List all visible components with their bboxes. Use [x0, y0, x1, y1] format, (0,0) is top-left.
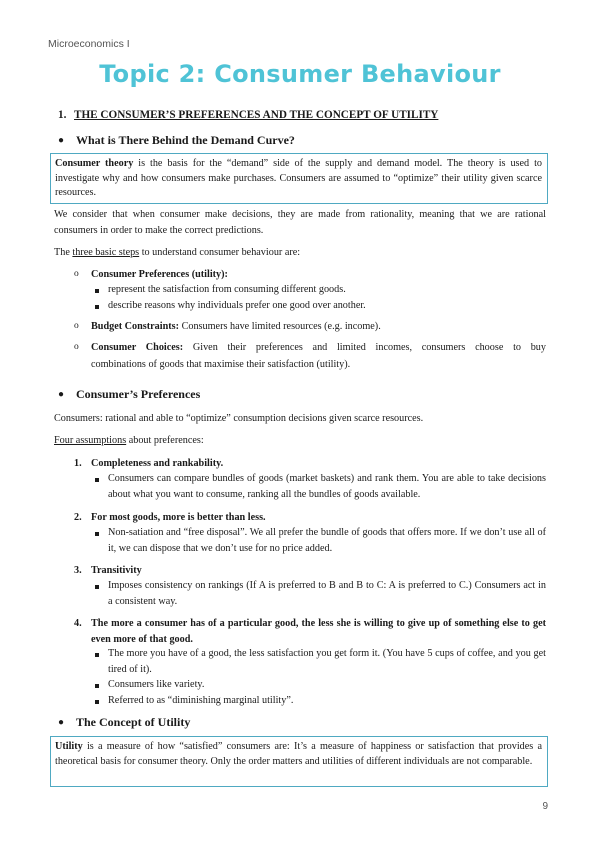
- steps-intro: [54, 245, 546, 261]
- assumption-sub: Consumers can compare bundles of goods (market baskets) and rank them. You are able to take decisions about what you want to consume, ranking all the bundles of goods available.: [108, 473, 546, 500]
- running-header: Microeconomics I: [48, 38, 130, 50]
- square-bullet: [95, 478, 99, 482]
- bullet-dot: ●: [58, 135, 65, 146]
- steps-intro-underlined: three basic steps: [72, 247, 140, 258]
- step-label: Budget Constraints:: [91, 321, 180, 332]
- step-text: Given their preferences and limited incomes, consumers choose to buy: [183, 342, 546, 353]
- definition-box-utility: [50, 736, 548, 787]
- assumption-sub: Referred to as “diminishing marginal utility”.: [108, 695, 294, 706]
- assumptions-intro-underlined: Four assumptions: [54, 435, 127, 446]
- step-label: Consumer Preferences (utility):: [91, 269, 228, 280]
- square-bullet: [95, 585, 99, 589]
- assumption-number: [74, 563, 82, 579]
- assumption-num: 3.: [74, 565, 82, 576]
- assumption-num: 4.: [74, 618, 82, 629]
- assumption-sub: Imposes consistency on rankings (If A is preferred to B and B to C: A is preferred to C.) Consumers act in a consistent way.: [108, 580, 546, 607]
- step-choices-line-2: combinations of goods that maximise their satisfaction (utility).: [91, 359, 351, 370]
- assumption-title: [91, 563, 142, 579]
- assumption-num: 1.: [74, 458, 82, 469]
- assumption-number: [74, 456, 82, 472]
- assumption-number: [74, 510, 82, 526]
- square-bullet: [95, 653, 99, 657]
- step-budget: [91, 319, 381, 335]
- step-preferences-sub-2: describe reasons why individuals prefer one good over another.: [108, 300, 366, 311]
- assumption-title-text: Transitivity: [91, 565, 142, 576]
- bullet-heading-demand: [58, 133, 295, 148]
- paragraph-rational: We consider that when consumer make decisions, they are made from rationality, meaning that we are rational consumers in order to make the correct predictions.: [54, 209, 546, 236]
- bullet-heading-preferences: [58, 387, 200, 402]
- assumption-sub: The more you have of a good, the less satisfaction you get form it. (You have 5 cups of coffee, and you get tired of it).: [108, 648, 546, 675]
- step-preferences-sub-1: represent the satisfaction from consuming different goods.: [108, 284, 346, 295]
- assumption-title: [91, 456, 223, 472]
- bullet-dot: ●: [58, 389, 65, 400]
- definition-text: is a measure of how “satisfied” consumers are: It’s a measure of happiness or satisfaction that provides a theoretical basis for consumer theory. Only the order matters and utilities of different individuals are not comparable.: [55, 741, 542, 767]
- definition-text: is the basis for the “demand” side of the supply and demand model. The theory is used to investigate why and how consumers make purchases. Consumers are assumed to “optimize” their utility given scarce resources.: [55, 158, 542, 198]
- square-bullet: [95, 700, 99, 704]
- assumption-title-text: Completeness and rankability.: [91, 458, 224, 469]
- assumptions-intro-post: about preferences:: [126, 435, 204, 446]
- steps-intro-post: to understand consumer behaviour are:: [139, 247, 301, 258]
- bullet-heading-utility: [58, 715, 190, 730]
- assumption-num: 2.: [74, 512, 82, 523]
- assumption-sub: Non-satiation and “free disposal”. We all prefer the bundle of goods that offers more. If we don’t use all of it, we can dispose that we don’t use for no price added.: [108, 527, 546, 554]
- assumption-title-text: For most goods, more is better than less.: [91, 512, 266, 523]
- section-title: THE CONSUMER’S PREFERENCES AND THE CONCEPT OF UTILITY: [74, 109, 439, 121]
- term-utility: Utility: [55, 741, 83, 752]
- assumption-number: [74, 616, 82, 632]
- definition-box-consumer-theory: [50, 153, 548, 204]
- step-text: Consumers have limited resources (e.g. income).: [179, 321, 381, 332]
- section-heading: [58, 109, 438, 121]
- term-consumer-theory: Consumer theory: [55, 158, 134, 169]
- bullet-heading-text: The Concept of Utility: [76, 715, 191, 729]
- section-number: 1.: [58, 109, 67, 121]
- list-marker: o: [74, 342, 79, 352]
- bullet-heading-text: What is There Behind the Demand Curve?: [76, 133, 295, 147]
- bullet-heading-text: Consumer’s Preferences: [76, 387, 201, 401]
- page-number: 9: [542, 801, 548, 812]
- square-bullet: [95, 532, 99, 536]
- list-marker: o: [74, 269, 79, 279]
- assumption-title: [91, 616, 546, 647]
- assumption-title: [91, 510, 266, 526]
- assumptions-intro: [54, 433, 546, 449]
- assumption-sub: Consumers like variety.: [108, 679, 205, 690]
- bullet-dot: ●: [58, 717, 65, 728]
- steps-intro-pre: The: [54, 247, 73, 258]
- page-title: Topic 2: Consumer Behaviour: [99, 60, 501, 88]
- step-preferences: [91, 267, 228, 283]
- consumers-line: Consumers: rational and able to “optimize” consumption decisions given scarce resources.: [54, 413, 424, 424]
- assumption-title-text: The more a consumer has of a particular good, the less she is willing to give up of something else to get even more of that good.: [91, 618, 546, 645]
- step-label: Consumer Choices:: [91, 342, 184, 353]
- square-bullet: [95, 305, 99, 309]
- step-choices-line-1: [91, 340, 546, 356]
- square-bullet: [95, 684, 99, 688]
- list-marker: o: [74, 321, 79, 331]
- square-bullet: [95, 289, 99, 293]
